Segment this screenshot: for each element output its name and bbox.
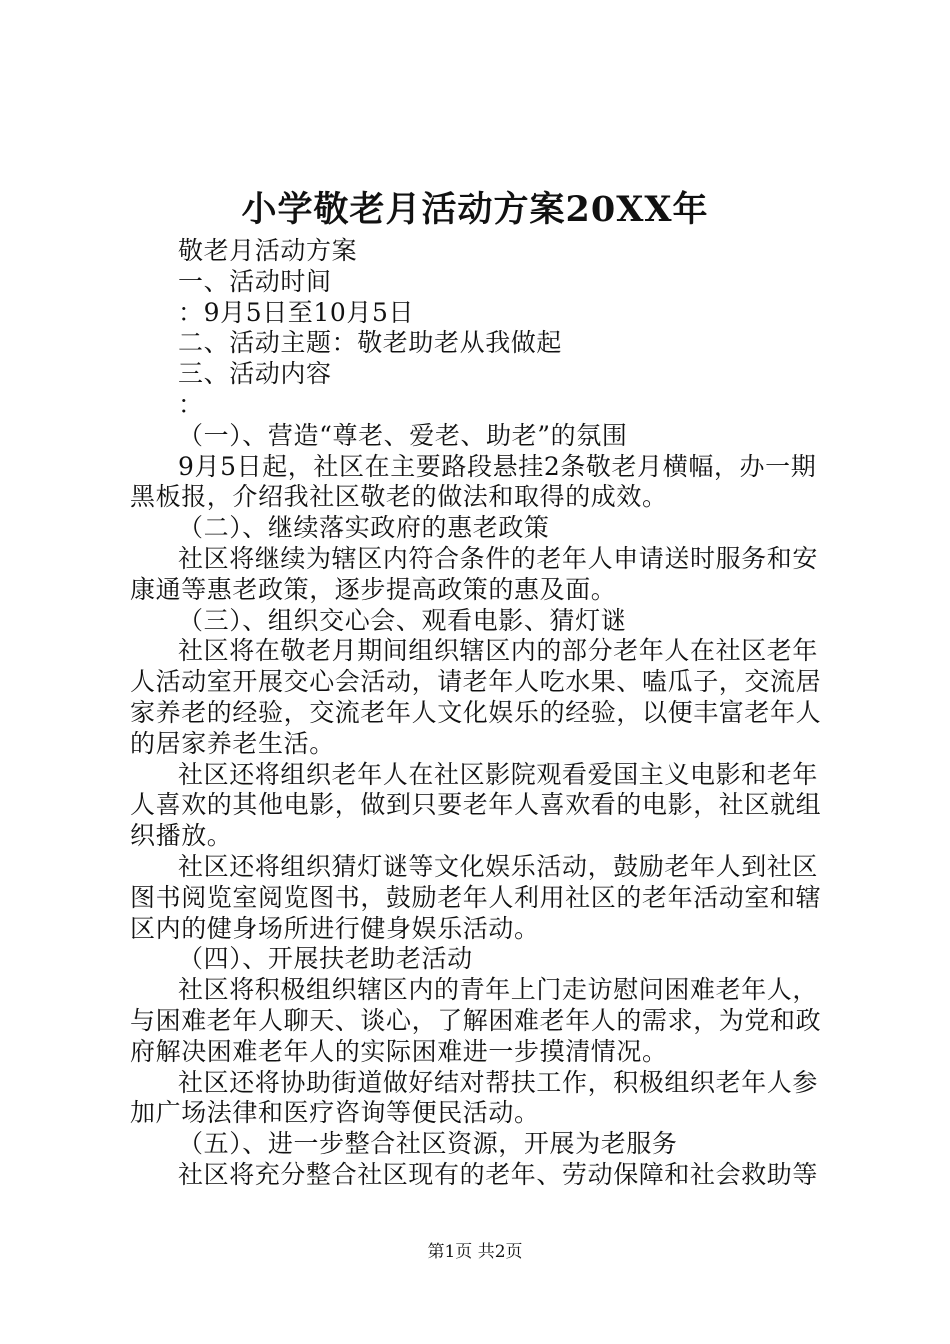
paragraph-line: 社区将充分整合社区现有的老年、劳动保障和社会救助等: [178, 1159, 819, 1189]
paragraph-line: 社区还将组织老年人在社区影院观看爱国主义电影和老年: [178, 759, 819, 789]
paragraph-line: 社区还将组织猜灯谜等文化娱乐活动，鼓励老年人到社区: [178, 851, 819, 881]
paragraph-line: 府解决困难老年人的实际困难进一步摸清情况。: [130, 1036, 668, 1066]
paragraph-line: （四）、开展扶老助老活动: [178, 944, 473, 974]
document-body: [130, 236, 830, 1191]
paragraph-line: 人活动室开展交心会活动，请老年人吃水果、嗑瓜子，交流居: [130, 667, 822, 697]
paragraph-line: 康通等惠老政策，逐步提高政策的惠及面。: [130, 574, 617, 604]
paragraph-line: 社区将积极组织辖区内的青年上门走访慰问困难老年人，: [178, 975, 819, 1005]
paragraph-line: （三）、组织交心会、观看电影、猜灯谜: [178, 605, 627, 635]
paragraph-line: 与困难老年人聊天、谈心，了解困难老年人的需求，为党和政: [130, 1005, 822, 1035]
paragraph-line: 加广场法律和医疗咨询等便民活动。: [130, 1098, 540, 1128]
paragraph-line: 的居家养老生活。: [130, 728, 335, 758]
paragraph-line: 图书阅览室阅览图书，鼓励老年人利用社区的老年活动室和辖: [130, 882, 822, 912]
paragraph-line: 社区还将协助街道做好结对帮扶工作，积极组织老年人参: [178, 1067, 819, 1097]
document-title: 小学敬老月活动方案20XX年: [241, 189, 709, 230]
paragraph-line: 9月5日起，社区在主要路段悬挂2条敬老月横幅，办一期: [178, 451, 817, 481]
paragraph-line: 一、活动时间: [178, 266, 332, 296]
paragraph-line: 敬老月活动方案: [178, 236, 358, 265]
paragraph-line: （二）、继续落实政府的惠老政策: [178, 513, 550, 543]
paragraph-line: 区内的健身场所进行健身娱乐活动。: [130, 913, 540, 943]
paragraph-line: 黑板报，介绍我社区敬老的做法和取得的成效。: [130, 482, 668, 512]
paragraph-line: 人喜欢的其他电影，做到只要老年人喜欢看的电影，社区就组: [130, 790, 822, 820]
paragraph-line: 二、活动主题：敬老助老从我做起: [178, 328, 563, 358]
page-footer: 第1页 共2页: [427, 1242, 523, 1262]
paragraph-line: 社区将在敬老月期间组织辖区内的部分老年人在社区老年: [178, 636, 819, 666]
paragraph-line: ：: [178, 389, 204, 419]
paragraph-line: （一）、营造“尊老、爱老、助老”的氛围: [178, 420, 628, 450]
paragraph-line: 织播放。: [130, 821, 233, 851]
paragraph-line: 社区将继续为辖区内符合条件的老年人申请送时服务和安: [178, 543, 819, 573]
paragraph-line: （五）、进一步整合社区资源，开展为老服务: [178, 1129, 678, 1159]
paragraph-line: ：9月5日至10月5日: [178, 297, 415, 327]
paragraph-line: 三、活动内容: [178, 359, 332, 389]
paragraph-line: 家养老的经验，交流老年人文化娱乐的经验，以便丰富老年人: [130, 697, 822, 727]
